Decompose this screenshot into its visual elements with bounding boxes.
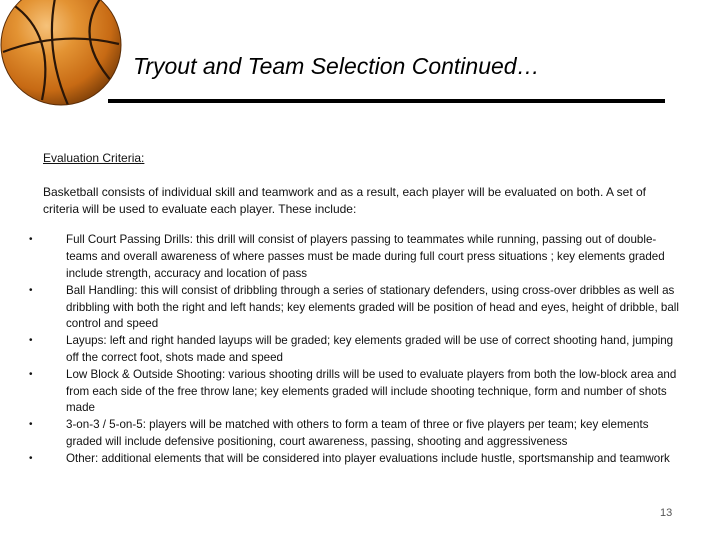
criteria-item-ball-handling [29, 283, 683, 333]
criteria-text: Other: additional elements that will be considered into player evaluations include hustle, sportsmanship and teamwork [66, 451, 670, 465]
bullet-icon: • [29, 452, 33, 464]
criteria-item-other [29, 451, 683, 468]
criteria-item-shooting [29, 367, 683, 417]
criteria-item-full-court-passing [29, 232, 683, 282]
bullet-icon: • [29, 368, 33, 380]
slide-title: Tryout and Team Selection Continued… [133, 53, 540, 79]
criteria-text: 3-on-3 / 5-on-5: players will be matched with others to form a team of three or five players per team; key elements graded will include defensive positioning, court awareness, passing, shooting and aggressiveness [66, 418, 649, 448]
basketball-icon [0, 0, 124, 108]
criteria-text: Full Court Passing Drills: this drill will consist of players passing to teammates while running, passing out of double-teams and overall awareness of where passes must be made during full court press situations ; key elements graded include strength, accuracy and location of pass [66, 233, 665, 280]
criteria-text: Ball Handling: this will consist of dribbling through a series of stationary defenders, using cross-over dribbles as well as dribbling with both the right and left hands; key elements graded will be position of head and eyes, height of dribble, ball control and speed [66, 283, 679, 331]
section-heading [43, 150, 683, 167]
page-number: 13 [660, 507, 673, 519]
intro-paragraph: Basketball consists of individual skill and teamwork and as a result, each player will be evaluated on both. A set of criteria will be used to evaluate each player. These include: [43, 184, 647, 216]
bullet-icon: • [29, 335, 33, 347]
bullet-icon: • [29, 284, 33, 296]
criteria-list [29, 232, 683, 467]
slide-body [29, 150, 683, 468]
bullet-icon: • [29, 234, 33, 246]
criteria-text: Layups: left and right handed layups will be graded; key elements graded will be use of correct shooting hand, jumping off the correct foot, shots made and speed [66, 334, 674, 364]
criteria-item-layups [29, 333, 683, 367]
section-heading-text: Evaluation Criteria [43, 151, 142, 165]
section-heading-colon: : [141, 151, 145, 165]
criteria-item-scrimmage [29, 417, 683, 451]
criteria-text: Low Block & Outside Shooting: various shooting drills will be used to evaluate players from both the low-block area and from each side of the free throw lane; key elements graded will include shooting technique, form and number of shots made [66, 367, 677, 415]
bullet-icon: • [29, 419, 33, 431]
title-underline-rule [108, 99, 665, 103]
